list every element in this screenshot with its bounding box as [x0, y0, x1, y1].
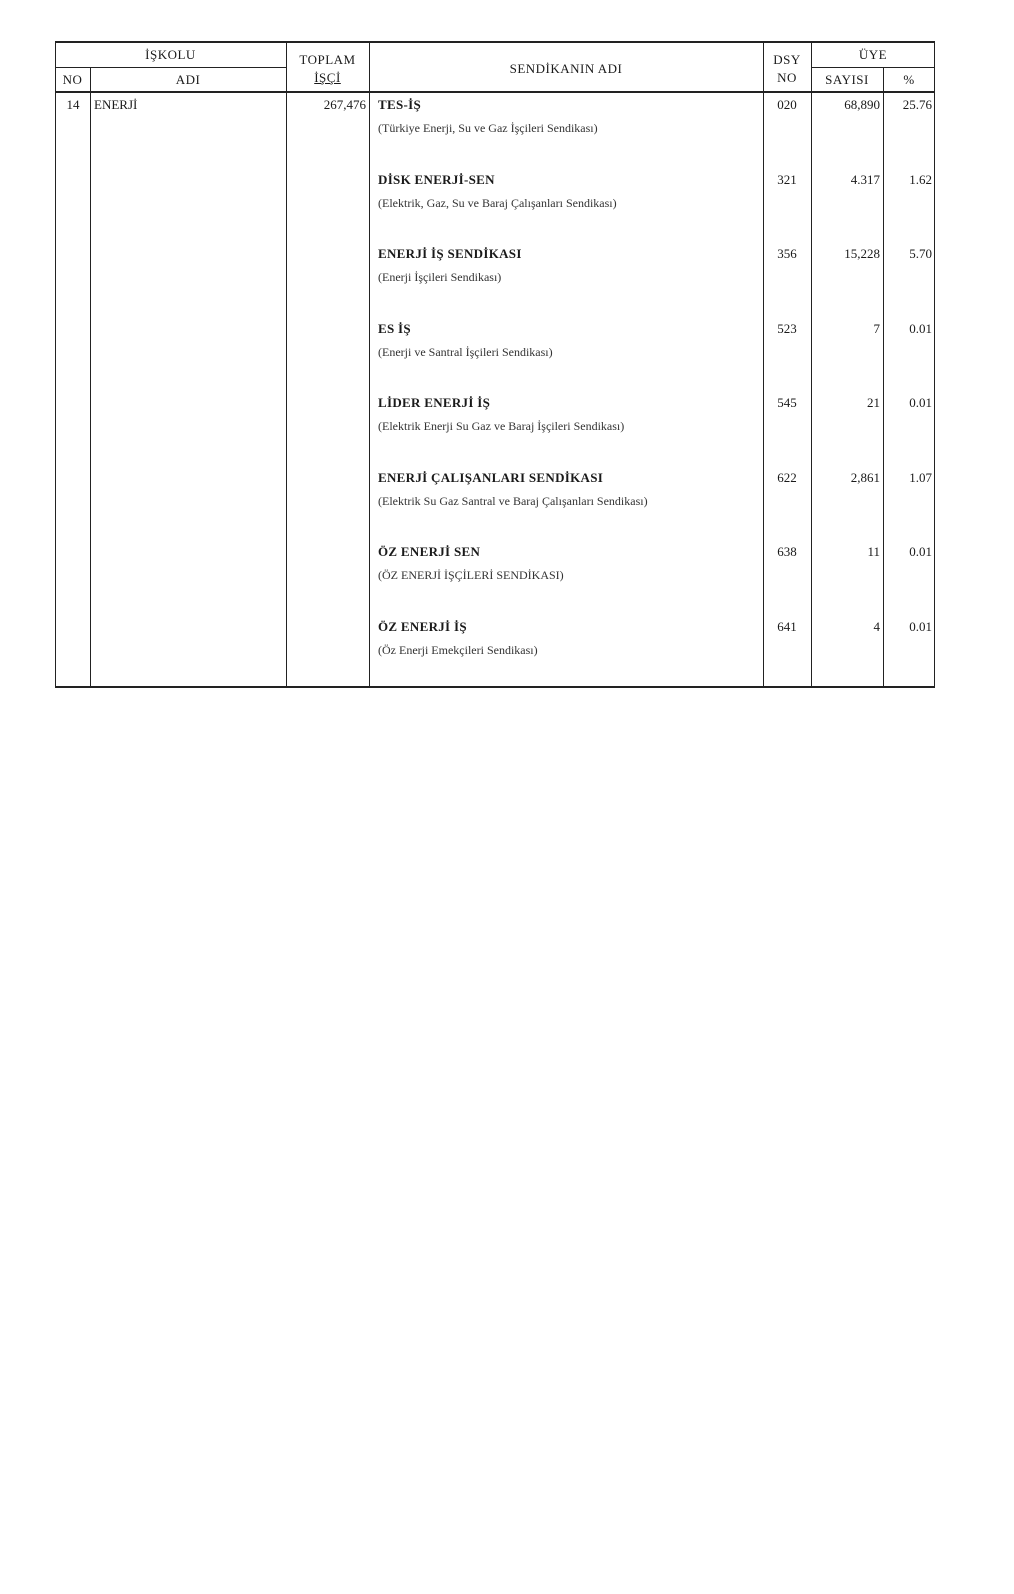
union-dsy-no: 638 — [777, 544, 797, 559]
sector-name: ENERJİ — [94, 97, 138, 112]
union-membership-table — [55, 41, 935, 688]
header-divider-iskolu — [286, 43, 287, 95]
union-name: ENERJİ İŞ SENDİKASI — [378, 246, 522, 261]
table-body — [55, 93, 935, 688]
table-header — [55, 41, 935, 93]
union-dsy-no: 641 — [777, 619, 797, 634]
union-name: DİSK ENERJİ-SEN — [378, 172, 495, 187]
union-name: ENERJİ ÇALIŞANLARI SENDİKASI — [378, 470, 604, 485]
union-percent: 5.70 — [909, 246, 932, 261]
union-percent: 0.01 — [909, 321, 932, 336]
union-full-name: (Türkiye Enerji, Su ve Gaz İşçileri Sendikası) — [378, 121, 598, 135]
union-percent: 1.62 — [909, 172, 932, 187]
union-name: LİDER ENERJİ İŞ — [378, 395, 491, 410]
union-name: ÖZ ENERJİ İŞ — [378, 619, 467, 634]
header-dsy: DSY — [773, 52, 801, 67]
union-dsy-no: 523 — [777, 321, 797, 336]
header-split-uye — [811, 67, 935, 68]
union-name: ES İŞ — [378, 321, 411, 336]
union-name: ÖZ ENERJİ SEN — [378, 544, 481, 559]
body-divider-iskolu — [286, 93, 287, 688]
union-percent: 1.07 — [909, 470, 932, 485]
body-border-left — [55, 93, 56, 688]
header-split-iskolu — [55, 67, 286, 68]
union-percent: 0.01 — [909, 395, 932, 410]
union-members: 2,861 — [850, 470, 880, 485]
union-full-name: (Öz Enerji Emekçileri Sendikası) — [378, 643, 538, 657]
union-members: 4.317 — [850, 172, 880, 187]
union-dsy-no: 545 — [777, 395, 797, 410]
header-no: NO — [62, 72, 83, 87]
union-members: 11 — [867, 544, 880, 559]
header-isci: İŞÇİ — [314, 70, 341, 85]
header-dsy-no: NO — [777, 70, 797, 85]
header-toplam: TOPLAM — [299, 52, 356, 67]
union-members: 7 — [873, 321, 880, 336]
header-uye: ÜYE — [858, 47, 888, 62]
union-dsy-no: 020 — [777, 97, 797, 112]
body-border-right — [934, 93, 935, 688]
union-percent: 0.01 — [909, 544, 932, 559]
union-members: 15,228 — [844, 246, 880, 261]
union-full-name: (Elektrik Su Gaz Santral ve Baraj Çalışanları Sendikası) — [378, 494, 648, 508]
union-dsy-no: 321 — [777, 172, 797, 187]
union-percent: 25.76 — [902, 97, 932, 112]
header-iskolu: İŞKOLU — [145, 47, 196, 62]
sector-no: 14 — [66, 97, 80, 112]
union-name: TES-İŞ — [378, 97, 421, 112]
body-divider-toplam — [369, 93, 370, 688]
header-adi: ADI — [175, 72, 201, 87]
union-members: 21 — [867, 395, 880, 410]
sector-total-workers: 267,476 — [323, 97, 366, 112]
union-full-name: (Enerji ve Santral İşçileri Sendikası) — [378, 345, 553, 359]
union-full-name: (ÖZ ENERJİ İŞÇİLERİ SENDİKASI) — [378, 568, 564, 582]
union-dsy-no: 356 — [777, 246, 797, 261]
union-full-name: (Elektrik, Gaz, Su ve Baraj Çalışanları Sendikası) — [378, 196, 617, 210]
union-full-name: (Enerji İşçileri Sendikası) — [378, 270, 502, 284]
union-members: 68,890 — [844, 97, 880, 112]
header-percent: % — [903, 72, 915, 87]
body-divider-no — [90, 93, 91, 688]
union-dsy-no: 622 — [777, 470, 797, 485]
union-full-name: (Elektrik Enerji Su Gaz ve Baraj İşçileri Sendikası) — [378, 419, 625, 433]
union-percent: 0.01 — [909, 619, 932, 634]
header-sendika-adi: SENDİKANIN ADI — [509, 61, 623, 76]
header-divider-sendika — [763, 43, 764, 95]
union-members: 4 — [873, 619, 880, 634]
header-sayisi: SAYISI — [825, 72, 869, 87]
